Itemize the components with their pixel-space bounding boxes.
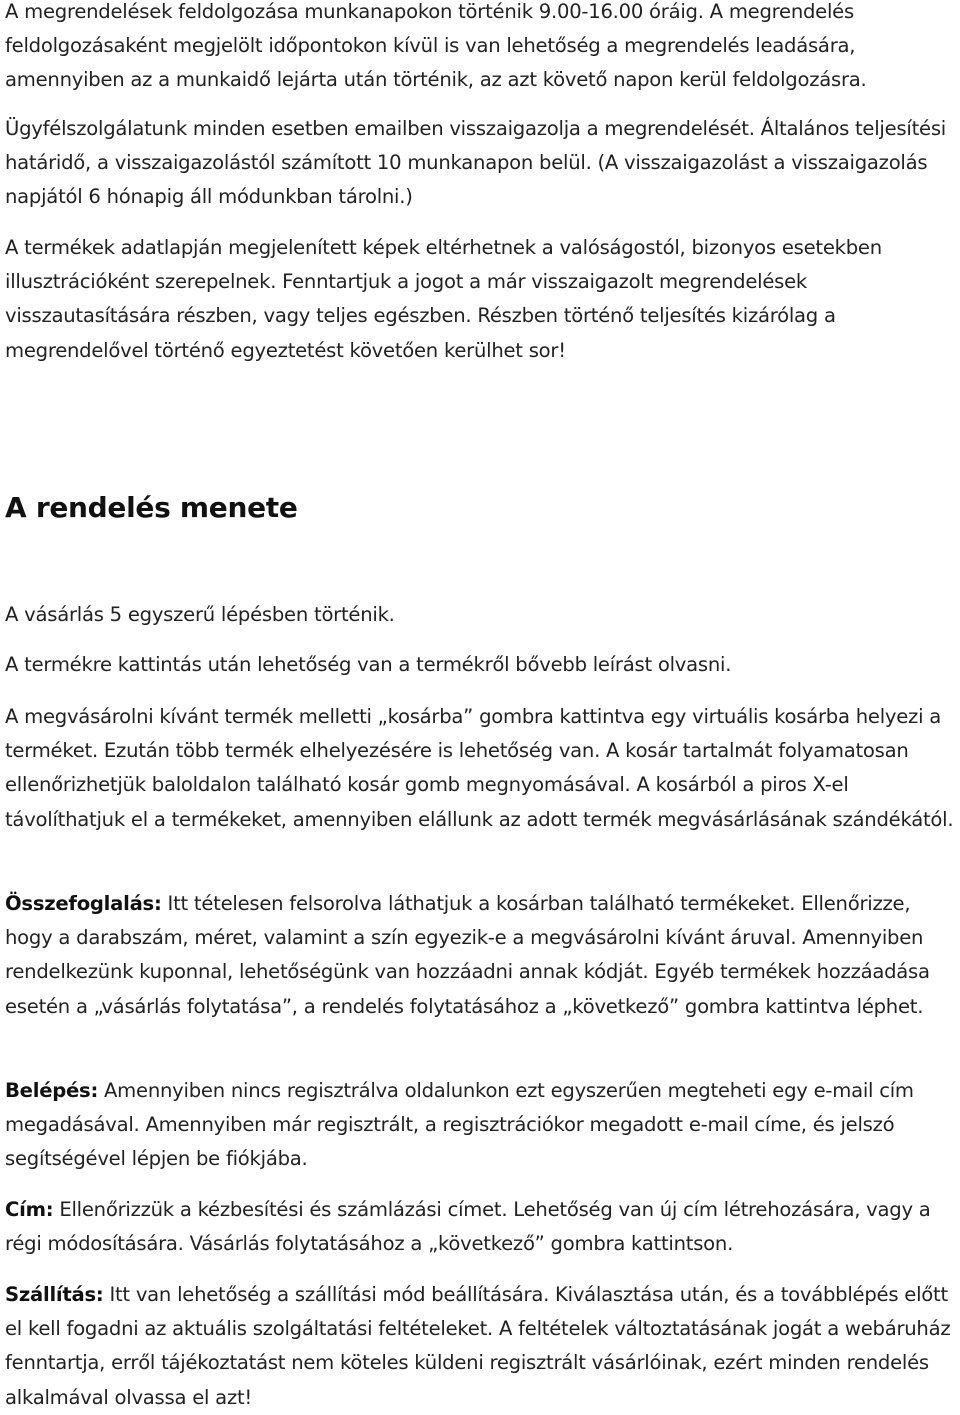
step-login-label: Belépés: <box>5 1079 99 1102</box>
intro-paragraph-images: A termékek adatlapján megjelenített képek eltérhetnek a valóságostól, bizonyos esetekben illusztrációként szerepelnek. Fenntartjuk a jogot a már visszaigazolt megrendelések visszautasítására részben, vagy teljes egészben. Részben történő teljesítés kizárólag a megrendelővel történő egyeztetést követően kerülhet sor! <box>5 236 882 362</box>
step-shipping-label: Szállítás: <box>5 1283 104 1306</box>
order-product-details: A termékre kattintás után lehetőség van a termékről bővebb leírást olvasni. <box>5 653 732 676</box>
step-login-text: Amennyiben nincs regisztrálva oldalunkon ezt egyszerűen megteheti egy e-mail cím megadásával. Amennyiben már regisztrált, a regisztrációkor megadott e-mail címe, és jelszó segítségével lépjen be fiókjába. <box>5 1079 914 1171</box>
order-cart-description: A megvásárolni kívánt termék melletti „kosárba” gombra kattintva egy virtuális kosárba helyezi a terméket. Ezután több termék elhelyezésére is lehetőség van. A kosár tartalmát folyamatosan ellenőrizhetjük baloldalon található kosár gomb megnyomásával. A kosárból a piros X-el távolíthatjuk el a termékeket, amennyiben elállunk az adott termék megvásárlásának szándékától. <box>5 705 954 831</box>
section-heading-order-process: A rendelés menete <box>5 491 298 524</box>
step-summary-label: Összefoglalás: <box>5 892 162 915</box>
step-summary <box>5 887 957 1024</box>
step-shipping-text: Itt van lehetőség a szállítási mód beállítására. Kiválasztása után, és a továbblépés előtt el kell fogadni az aktuális szolgáltatási feltételeket. A feltételek változtatásának jogát a webáruház fenntartja, erről tájékoztatást nem köteles küldeni regisztrált vásárlóinak, ezért minden rendelés alkalmával olvassa el azt! <box>5 1283 951 1409</box>
step-login <box>5 1074 957 1177</box>
order-steps-intro: A vásárlás 5 egyszerű lépésben történik. <box>5 603 395 626</box>
step-summary-text: Itt tételesen felsorolva láthatjuk a kosárban található termékeket. Ellenőrizze, hogy a darabszám, méret, valamint a szín egyezik-e a megvásárolni kívánt áruval. Amennyiben rendelkezünk kuponnal, lehetőségünk van hozzáadni annak kódját. Egyéb termékek hozzáadása esetén a „vásárlás folytatása”, a rendelés folytatásához a „következő” gombra kattintva léphet. <box>5 892 930 1018</box>
intro-paragraph-processing: A megrendelések feldolgozása munkanapokon történik 9.00-16.00 óráig. A megrendelés feldolgozásaként megjelölt időpontokon kívül is van lehetőség a megrendelés leadására, amennyiben az a munkaidő lejárta után történik, az azt követő napon kerül feldolgozásra. <box>5 0 867 92</box>
step-address <box>5 1193 957 1261</box>
step-address-text: Ellenőrizzük a kézbesítési és számlázási címet. Lehetőség van új cím létrehozására, vagy a régi módosítására. Vásárlás folytatásához a „következő” gombra kattintson. <box>5 1198 931 1256</box>
intro-paragraph-confirmation: Ügyfélszolgálatunk minden esetben emailben visszaigazolja a megrendelését. Általános teljesítési határidő, a visszaigazolástól számított 10 munkanapon belül. (A visszaigazolást a visszaigazolás napjától 6 hónapig áll módunkban tárolni.) <box>5 117 946 209</box>
step-address-label: Cím: <box>5 1198 54 1221</box>
step-shipping <box>5 1278 957 1415</box>
